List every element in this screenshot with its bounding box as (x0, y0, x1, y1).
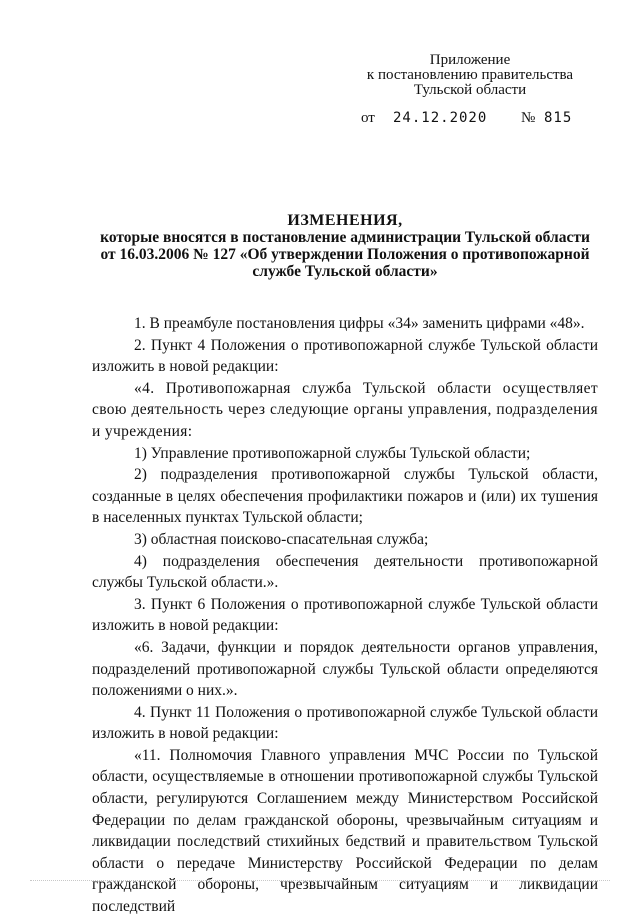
appendix-line: Приложение (429, 52, 511, 68)
paragraph: «11. Полномочия Главного управления МЧС России по Тульской области, осуществляемые в отношении противопожарной службы Тульской области, регулируются Соглашением между Министерством Российской Федерации по делам гражданской обороны, чрезвычайным ситуациям и ликвидации последствий стихийных бедствий и правительством Тульской области о передаче Министерству Российской Федерации по делам гражданской обороны, чрезвычайным ситуациям и ликвидации последствий (92, 746, 598, 916)
title-line: от 16.03.2006 № 127 «Об утверждении Положения о противопожарной (100, 246, 590, 263)
appendix-header (362, 53, 578, 98)
paragraph: 2. Пункт 4 Положения о противопожарной службе Тульской области изложить в новой редакции: (92, 336, 598, 376)
paragraph: 3) областная поисково-спасательная служба; (134, 530, 429, 548)
document-body (92, 313, 598, 918)
scan-artifact-line (30, 880, 610, 889)
appendix-line: Тульской области (413, 82, 527, 98)
paragraph: 4. Пункт 11 Положения о противопожарной службе Тульской области изложить в новой редакции: (92, 703, 598, 743)
resolution-date-number (361, 110, 591, 130)
paragraph: 1) Управление противопожарной службы Тульской области; (134, 444, 531, 462)
paragraph: «6. Задачи, функции и порядок деятельности органов управления, подразделений противопожарной службы Тульской области определяются положениями о них.». (92, 638, 598, 700)
number-sign: № (521, 110, 536, 126)
document-title (90, 212, 600, 280)
title-line: которые вносятся в постановление администрации Тульской области (100, 229, 590, 246)
title-main: ИЗМЕНЕНИЯ, (287, 212, 403, 229)
resolution-number: 815 (544, 110, 573, 126)
paragraph: «4. Противопожарная служба Тульской области осуществляет свою деятельность через следующие органы управления, подразделения и учреждения: (92, 379, 598, 440)
title-line: службе Тульской области» (252, 263, 438, 280)
date-prefix: от (361, 110, 375, 126)
paragraph: 4) подразделения обеспечения деятельности противопожарной службы Тульской области.». (92, 552, 598, 592)
appendix-line: к постановлению правительства (366, 67, 574, 83)
paragraph: 3. Пункт 6 Положения о противопожарной службе Тульской области изложить в новой редакции: (92, 595, 598, 635)
resolution-date: 24.12.2020 (393, 110, 488, 126)
paragraph: 2) подразделения противопожарной службы Тульской области, созданные в целях обеспечения профилактики пожаров и (или) их тушения в населенных пунктах Тульской области; (92, 466, 598, 527)
paragraph: 1. В преамбуле постановления цифры «34» заменить цифрами «48». (134, 315, 585, 332)
